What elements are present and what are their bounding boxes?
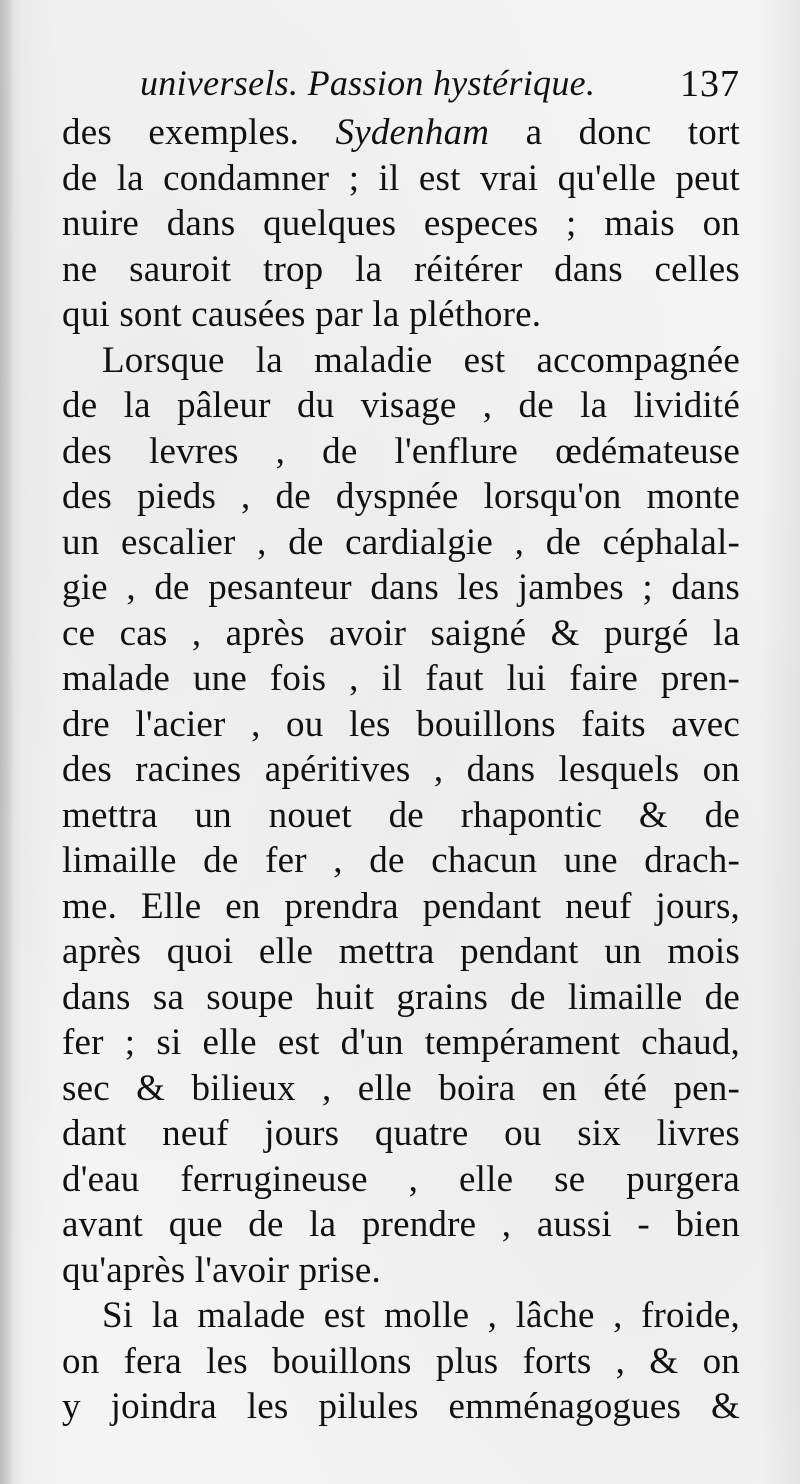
text-line: mettra un nouet de rhapontic & de [62,794,740,836]
text-line: nuire dans quelques especes ; mais on [62,203,740,244]
running-head: universels. Passion hystérique. [140,63,596,103]
page-gutter-shadow [0,0,14,1484]
text-line: qu'après l'avoir prise. [62,1249,381,1291]
text-line: dans sa soupe huit grains de limaille de [62,976,740,1018]
text-line: qui sont causées par la pléthore. [62,294,542,335]
text-line: après quoi elle mettra pendant un mois [62,931,740,972]
text-line: de la pâleur du visage , de la lividité [62,385,740,426]
text-line: gie , de pesanteur dans les jambes ; dans [62,567,740,608]
text-line: sec & bilieux , elle boira en été pen- [62,1067,740,1109]
text-line: on fera les bouillons plus forts , & on [62,1340,740,1382]
text-line: d'eau ferrugineuse , elle se purgera [62,1158,740,1200]
text-line: de la condamner ; il est vrai qu'elle peut [62,157,740,199]
text-line: des racines apéritives , dans lesquels on [62,749,740,790]
body-text [62,110,740,1430]
text-line: dre l'acier , ou les bouillons faits avec [62,703,740,745]
text-line: ne sauroit trop la réitérer dans celles [62,248,740,290]
text-line: dant neuf jours quatre ou six livres [62,1113,740,1154]
text-line: limaille de fer , de chacun une drach- [62,840,740,881]
text-line: me. Elle en prendra pendant neuf jours, [62,885,740,927]
text-line: des pieds , de dyspnée lorsqu'on monte [62,476,740,517]
paragraph [62,1293,740,1430]
text-line: malade une fois , il faut lui faire pren- [62,658,740,699]
text-line: un escalier , de cardialgie , de céphalal- [62,521,740,563]
text-line: ce cas , après avoir saigné & purgé la [62,612,740,654]
text-line: Lorsque la maladie est accompagnée [102,339,740,381]
text-line: avant que de la prendre , aussi - bien [62,1204,740,1245]
page-header [0,48,800,108]
text-line: des exemples. Sydenham a donc tort [62,112,740,153]
text-line: y joindra les pilules emménagogues & [62,1386,740,1427]
paragraph [62,338,740,1294]
text-line: fer ; si elle est d'un tempérament chaud, [62,1022,740,1063]
page-number: 137 [680,63,740,105]
text-line: des levres , de l'enflure œdémateuse [62,430,740,472]
paragraph [62,110,740,338]
text-line: Si la malade est molle , lâche , froide, [102,1295,740,1336]
